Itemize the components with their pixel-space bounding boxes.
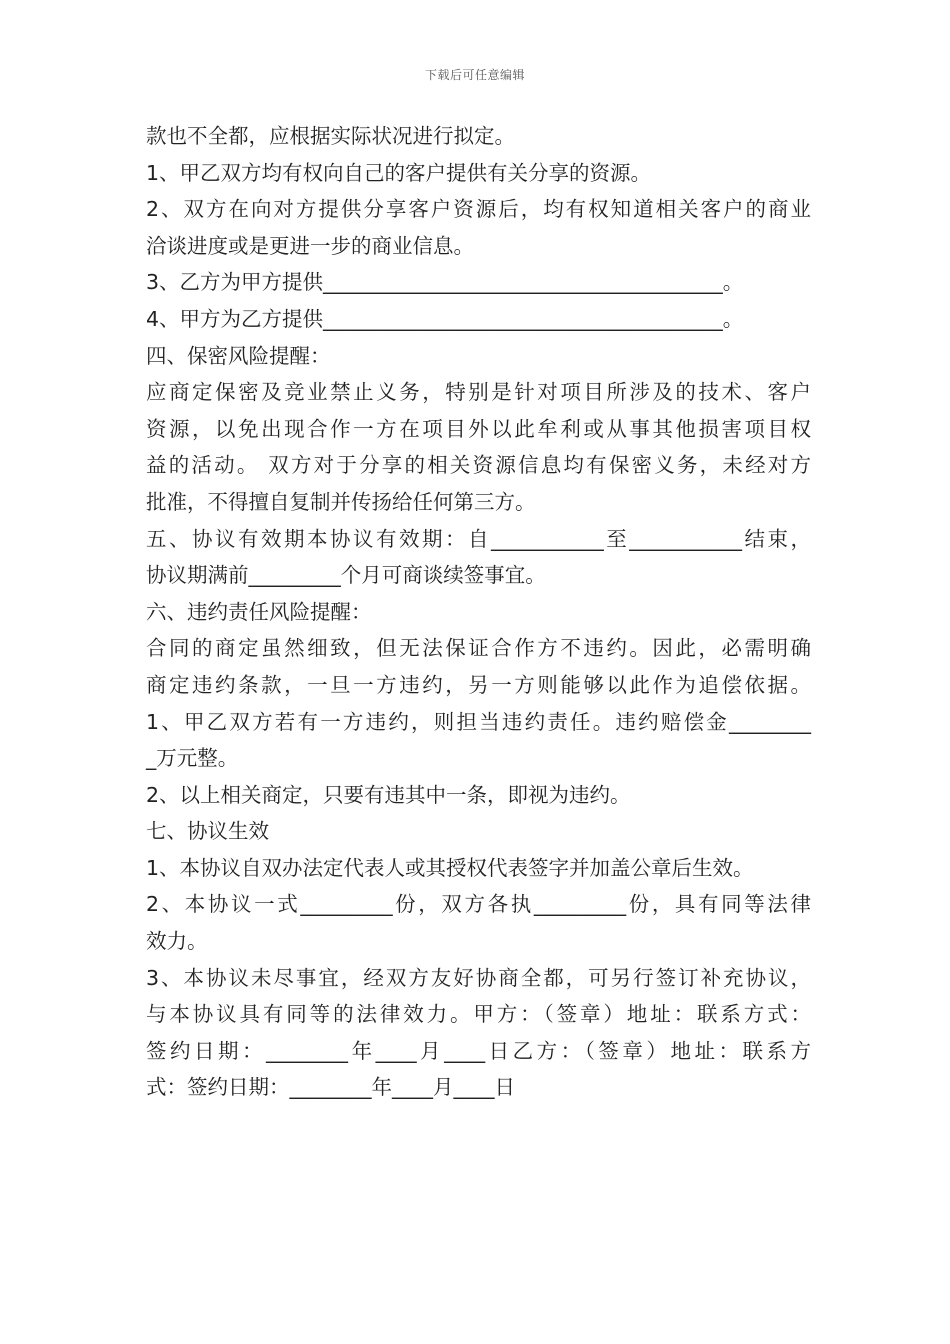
- text-line: 益的活动。 双方对于分享的相关资源信息均有保密义务，未经对方: [146, 453, 811, 478]
- text-line: 1、甲乙双方均有权向自己的客户提供有关分享的资源。: [146, 160, 652, 185]
- text-line: 2、本协议一式_________份，双方各执_________份，具有同等法律: [146, 892, 811, 917]
- text-line: _万元整。: [146, 746, 239, 771]
- text-line: 洽谈进度或是更进一步的商业信息。: [146, 233, 474, 258]
- header-note: 下载后可任意编辑: [424, 68, 525, 82]
- text-line: 3、本协议未尽事宜，经双方友好协商全都，可另行签订补充协议，: [146, 965, 811, 990]
- text-line: 2、以上相关商定，只要有违其中一条，即视为违约。: [146, 782, 631, 807]
- text-line: 1、本协议自双办法定代表人或其授权代表签字并加盖公章后生效。: [146, 855, 754, 880]
- text-line: 4、甲方为乙方提供_______________________________________。: [146, 306, 744, 331]
- text-line: 商定违约条款，一旦一方违约，另一方则能够以此作为追偿依据。: [146, 672, 811, 697]
- section-heading: 五、协议有效期本协议有效期：自___________至___________结束，: [146, 526, 811, 551]
- text-line: 与本协议具有同等的法律效力。甲方：（签章）地址：联系方式：: [146, 1002, 811, 1027]
- text-line: 资源，以免出现合作一方在项目外以此牟利或从事其他损害项目权: [146, 416, 811, 441]
- section-heading: 四、保密风险提醒：: [146, 343, 331, 368]
- text-line: 应商定保密及竞业禁止义务，特别是针对项目所涉及的技术、客户: [146, 380, 811, 405]
- text-line: 合同的商定虽然细致，但无法保证合作方不违约。因此，必需明确: [146, 636, 811, 661]
- text-line: 签约日期：________年____月____日乙方：（签章）地址：联系方: [146, 1038, 811, 1063]
- text-line: 2、双方在向对方提供分享客户资源后，均有权知道相关客户的商业: [146, 197, 811, 222]
- section-heading: 七、协议生效: [146, 819, 269, 844]
- text-line: 式：签约日期：________年____月____日: [146, 1075, 515, 1100]
- text-line: 3、乙方为甲方提供_______________________________________。: [146, 270, 744, 295]
- section-heading: 六、违约责任风险提醒：: [146, 599, 372, 624]
- document-body: [146, 118, 811, 1106]
- text-line: 效力。: [146, 929, 208, 954]
- text-line: 协议期满前_________个月可商谈续签事宜。: [146, 563, 546, 588]
- text-line: 1、甲乙双方若有一方违约，则担当违约责任。违约赔偿金________: [146, 709, 811, 734]
- text-line: 批准，不得擅自复制并传扬给任何第三方。: [146, 489, 536, 514]
- text-line: 款也不全都，应根据实际状况进行拟定。: [146, 124, 515, 148]
